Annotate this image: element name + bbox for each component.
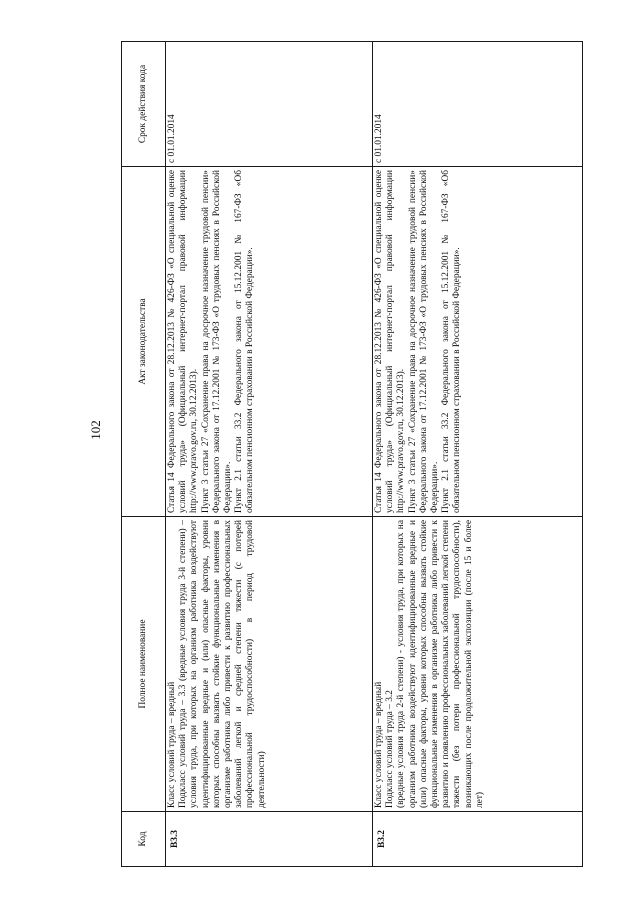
act-line: Статья 14 Федерального закона от 28.12.2013 № 426-ФЗ «О специальной оценке условий труда» (Официальный интернет-портал правовой информации http://www.pravo.gov.ru, 30.12.2013). bbox=[374, 170, 407, 513]
act-line: Статья 14 Федерального закона от 28.12.2013 № 426-ФЗ «О специальной оценке условий труда» (Официальный интернет-портал правовой информации http://www.pravo.gov.ru, 30.12.2013). bbox=[167, 170, 200, 513]
row-term: с 01.01.2014 bbox=[373, 42, 583, 167]
table-row bbox=[166, 42, 373, 867]
table-header-row bbox=[122, 42, 166, 867]
act-line: Пункт 2.1 статьи 33.2 Федерального закона от 15.12.2001 № 167-ФЗ «Об обязательном пенсионном страховании в Российской Федерации». bbox=[441, 170, 463, 513]
row-act bbox=[373, 167, 583, 517]
header-code: Код bbox=[122, 812, 166, 867]
rotated-table-container bbox=[121, 42, 582, 867]
name-line: Класс условий труда – вредный bbox=[374, 681, 384, 808]
name-line: Подкласс условий труда – 3.2 bbox=[385, 690, 396, 808]
header-term: Срок действия кода bbox=[122, 42, 166, 167]
header-act: Акт законодательства bbox=[122, 167, 166, 517]
codes-table bbox=[121, 41, 583, 867]
row-full-name bbox=[166, 517, 373, 812]
row-full-name bbox=[373, 517, 583, 812]
row-code: В3.2 bbox=[373, 812, 583, 867]
row-term: с 01.01.2014 bbox=[166, 42, 373, 167]
act-line: Пункт 2.1 статьи 33.2 Федерального закона от 15.12.2001 № 167-ФЗ «Об обязательном пенсионном страховании в Российской Федерации». bbox=[234, 170, 256, 513]
row-code: В3.3 bbox=[166, 812, 373, 867]
page-number: 102 bbox=[88, 420, 103, 440]
row-act bbox=[166, 167, 373, 517]
name-line: Класс условий труда – вредный bbox=[167, 681, 177, 808]
name-line: (вредные условия труда 2-й степени) - условия труда, при которых на организм работника воздействуют идентифицированные вредные и (или) опасные факторы, уровни которых способны вызвать стойкие функциональные изменения в организме работника либо привести к развитию и появлению профессиональных заболеваний легкой степени тяжести (без потери профессиональной трудоспособности), возникающих после продолжительной экспозиции (после 15 и более лет) bbox=[396, 520, 485, 808]
header-full-name: Полное наименование bbox=[122, 517, 166, 812]
act-line: Пункт 3 статьи 27 «Сохранение права на досрочное назначение трудовой пенсии» Федерального закона от 17.12.2001 № 173-ФЗ «О трудовых пенсиях в Российской Федерации». bbox=[407, 170, 441, 513]
name-line: Подкласс условий труда – 3.3 (вредные условия труда 3-й степени) – условия труда, при которых на организм работника воздействуют идентифицированные вредные и (или) опасные факторы, уровни которых способны вызвать стойкие функциональные изменения в организме работника либо привести к развитию профессиональных заболеваний легкой и средней степени тяжести (с потерей профессиональной трудоспособности) в период трудовой деятельности) bbox=[178, 520, 267, 808]
table-row bbox=[373, 42, 583, 867]
act-line: Пункт 3 статьи 27 «Сохранение права на досрочное назначение трудовой пенсии» Федерального закона от 17.12.2001 № 173-ФЗ «О трудовых пенсиях в Российской Федерации». bbox=[200, 170, 234, 513]
